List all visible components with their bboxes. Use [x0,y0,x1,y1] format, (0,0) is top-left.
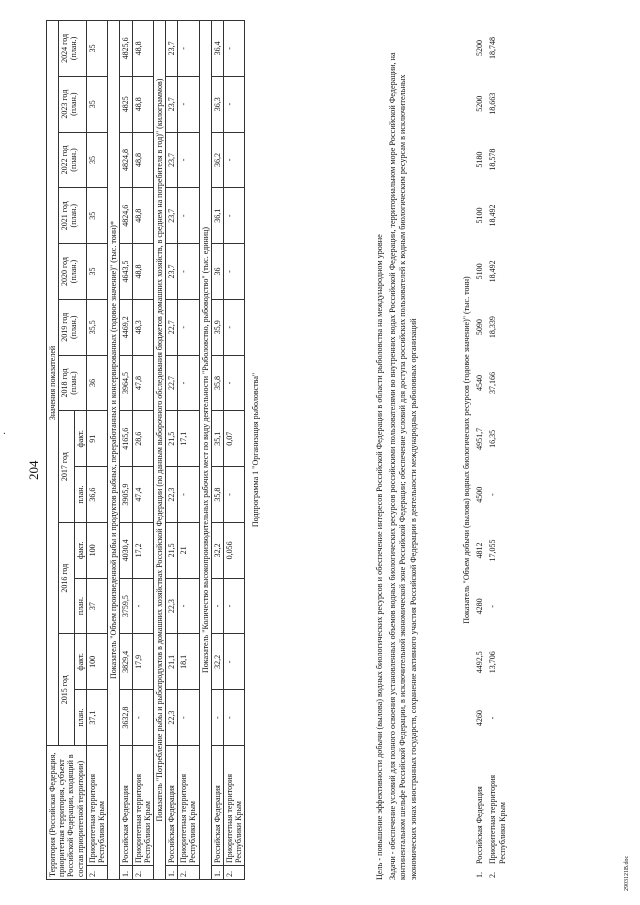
cell: - [178,132,199,188]
cell: 5180 [475,151,485,168]
cell: 35 [86,21,107,77]
row-territory: Приоритетная территория Республики Крым [86,746,107,866]
cell: 5100 [475,263,485,280]
cell: 35,1 [211,411,223,467]
header-plan: план. [74,467,86,523]
row-territory: Приоритетная территория Республики Крым [178,746,199,866]
table-row [178,21,199,880]
cell: 36,3 [211,76,223,132]
cell: 0,07 [224,411,245,467]
cell: - [178,578,199,634]
cell: 4824,6 [120,188,132,244]
cell: - [132,690,153,746]
catch-indicator-table [460,20,509,880]
cell: 32,2 [211,634,223,690]
cell: 35 [86,188,107,244]
cell: 36,4 [211,21,223,77]
cell: 4280 [475,598,485,615]
cell: 100 [86,522,107,578]
cell: 23,7 [166,244,178,300]
row-number: 2. [86,866,107,880]
cell: - [178,76,199,132]
page-number: 204 [26,460,41,480]
cell: 18,1 [178,634,199,690]
cell: 22,7 [166,355,178,411]
cell: - [178,690,199,746]
cell: 18,663 [488,92,498,115]
cell: 36,2 [211,132,223,188]
cell: - [488,716,498,720]
file-footer: 2903121В.doc [624,855,630,891]
cell: 48,8 [132,132,153,188]
cell: 100 [86,634,107,690]
row-territory: Приоритетная территория Республики Крым [132,746,153,866]
cell: 22,3 [166,578,178,634]
cell: 35,5 [86,299,107,355]
header-2017: 2017 год [59,411,74,523]
cell: 35,8 [211,467,223,523]
cell: 36,6 [86,467,107,523]
header-2019: 2019 год (план.) [59,299,87,355]
row-number: 2. [224,866,245,880]
indicator-heading: Показатель "Потребление рыбы и рыбопродуктов в домашних хозяйствах Российской Федерации (по данным выборочного обследования бюджетов домашних хозяйств, в среднем на потребителя в год)" (килограммов) [153,21,165,880]
cell: 22,3 [166,467,178,523]
cell: 48,8 [132,76,153,132]
header-2023: 2023 год (план.) [59,76,87,132]
cell: 0,056 [224,522,245,578]
cell: 18,492 [488,260,498,283]
cell: 35,8 [211,355,223,411]
cell: 37 [86,578,107,634]
cell: - [211,578,223,634]
cell: 4500 [475,486,485,503]
cell: - [224,578,245,634]
cell: 3759,5 [120,578,132,634]
header-2016: 2016 год [59,522,74,634]
goal-block [375,20,422,880]
indicator-heading: Показатель "Количество высокопроизводительных рабочих мест по виду деятельности "Рыболовство, рыбоводство" (тыс. единиц) [199,21,211,880]
cell: - [178,21,199,77]
row-territory: Приоритетная территория Республики Крым [224,746,245,866]
cell: 3964,5 [120,355,132,411]
tasks-text: Задачи - обеспечение условий для полного освоения установленных объемов водных биологических ресурсов российскими пользователями во внутренних водах Российской Федерации, территориальном море Российской Федерации, на континентальном шельфе Российской Федерации, в исключительной экономической зоне Российской Федерации; обеспечение условий для доступа российских пользователей к водным биологическим ресурсам в исключительных экономических зонах иностранных государств, сохранение активного участия Российской Федерации в деятельности международных рыболовных организаций [387,52,418,880]
cell: 4030,4 [120,522,132,578]
cell: - [211,690,223,746]
cell: - [224,132,245,188]
cell: 17,055 [488,539,498,562]
cell: - [224,299,245,355]
table-row [211,21,223,880]
cell: 17,2 [132,522,153,578]
cell: - [224,76,245,132]
cell: - [224,188,245,244]
cell: 3829,4 [120,634,132,690]
cell: 18,492 [488,204,498,227]
indicator-heading: Показатель "Объем добычи (вылова) водных биологических ресурсов (годовое значение)" (тыс. тонн) [462,276,471,624]
row-number: 1. [211,866,223,880]
cell: 21,5 [166,522,178,578]
cell: 23,7 [166,21,178,77]
cell: 4260 [475,710,485,727]
header-2024: 2024 год (план.) [59,21,87,77]
cell: 4825 [120,76,132,132]
cell: 18,748 [488,36,498,59]
cell: 4492,5 [475,651,485,674]
stray-mark: · [0,431,11,435]
cell: 35,9 [211,299,223,355]
cell: 4165,6 [120,411,132,467]
cell: 48,3 [132,299,153,355]
cell: 47,4 [132,467,153,523]
cell: - [178,467,199,523]
subprogram-title: Подпрограмма 1 "Организация рыболовства" [251,372,261,528]
cell: 36 [86,355,107,411]
header-fact: факт. [74,411,86,467]
cell: 23,7 [166,188,178,244]
header-fact: факт. [74,634,86,690]
cell: 23,7 [166,76,178,132]
cell: 5100 [475,207,485,224]
header-2021: 2021 год (план.) [59,188,87,244]
header-2018: 2018 год (план.) [59,355,87,411]
cell: 48,8 [132,244,153,300]
cell: 36,1 [211,188,223,244]
cell: 4825,6 [120,21,132,77]
cell: 5200 [475,39,485,56]
row-number: 1. [475,872,485,878]
row-number: 1. [166,866,178,880]
header-2022: 2022 год (план.) [59,132,87,188]
cell: 4540 [475,375,485,392]
cell: - [178,299,199,355]
cell: - [224,690,245,746]
goal-text: Цель - повышение эффективности добычи (вылова) водных биологических ресурсов и обеспечение интересов Российской Федерации в области рыболовства на международном уровне [375,234,384,880]
cell: 3632,8 [120,690,132,746]
cell: - [488,493,498,497]
cell: 21 [178,522,199,578]
header-2020: 2020 год (план.) [59,244,87,300]
cell: 5200 [475,95,485,112]
table-row [486,20,508,880]
cell: 22,3 [166,690,178,746]
row-territory: Российская Федерация [166,746,178,866]
cell: - [132,578,153,634]
cell: 35 [86,76,107,132]
table-row [86,21,107,880]
cell: 18,578 [488,148,498,171]
cell: 4469,2 [120,299,132,355]
cell: 21,5 [166,411,178,467]
row-territory: Российская Федерация [120,746,132,866]
table-row [473,20,486,880]
cell: 4951,7 [475,427,485,450]
cell: 37,166 [488,372,498,395]
row-territory: Приоритетная территория Республики Крым [488,774,507,864]
header-values: Значения показателей [47,21,59,746]
cell: 5090 [475,319,485,336]
table-row [166,21,178,880]
cell: 47,8 [132,355,153,411]
header-plan: план. [74,578,86,634]
cell: - [488,605,498,608]
cell: 91 [86,411,107,467]
cell: 3905,9 [120,467,132,523]
cell: 48,8 [132,21,153,77]
cell: 4812 [475,542,485,559]
row-territory: Российская Федерация [211,746,223,866]
header-fact: факт. [74,522,86,578]
cell: 35 [86,132,107,188]
cell: - [178,355,199,411]
cell: - [224,244,245,300]
row-number: 1. [120,866,132,880]
header-territory: Территория (Российская Федерация, приоритетная территория, субъект Российской Федерации, входящий в состав приоритетной территории) [47,746,87,880]
cell: 22,7 [166,299,178,355]
table-row [224,21,245,880]
header-2015: 2015 год [59,634,74,746]
cell: 4643,5 [120,244,132,300]
indicators-table [46,20,262,880]
cell: 35 [86,244,107,300]
row-number: 2. [132,866,153,880]
cell: 48,8 [132,188,153,244]
header-plan: план. [74,690,86,746]
cell: 21,1 [166,634,178,690]
row-number: 2. [488,872,498,878]
cell: - [178,244,199,300]
cell: 17,1 [178,411,199,467]
cell: 37,1 [86,690,107,746]
cell: - [224,467,245,523]
cell: 23,7 [166,132,178,188]
cell: 32,2 [211,522,223,578]
cell: 17,9 [132,634,153,690]
row-territory: Российская Федерация [475,786,485,864]
cell: - [224,355,245,411]
cell: 28,6 [132,411,153,467]
cell: 4824,8 [120,132,132,188]
cell: 16,35 [488,429,498,448]
cell: - [178,188,199,244]
cell: 18,339 [488,316,498,339]
cell: 13,706 [488,651,498,674]
cell: - [224,21,245,77]
indicator-heading: Показатель "Объем произведенной рыбы и продуктов рыбных, переработанных и консервированных (годовое значение)" (тыс. тонн)* [108,21,120,880]
cell: 36 [211,244,223,300]
table-row [120,21,132,880]
row-number: 2. [178,866,199,880]
cell: - [224,634,245,690]
table-row [132,21,153,880]
